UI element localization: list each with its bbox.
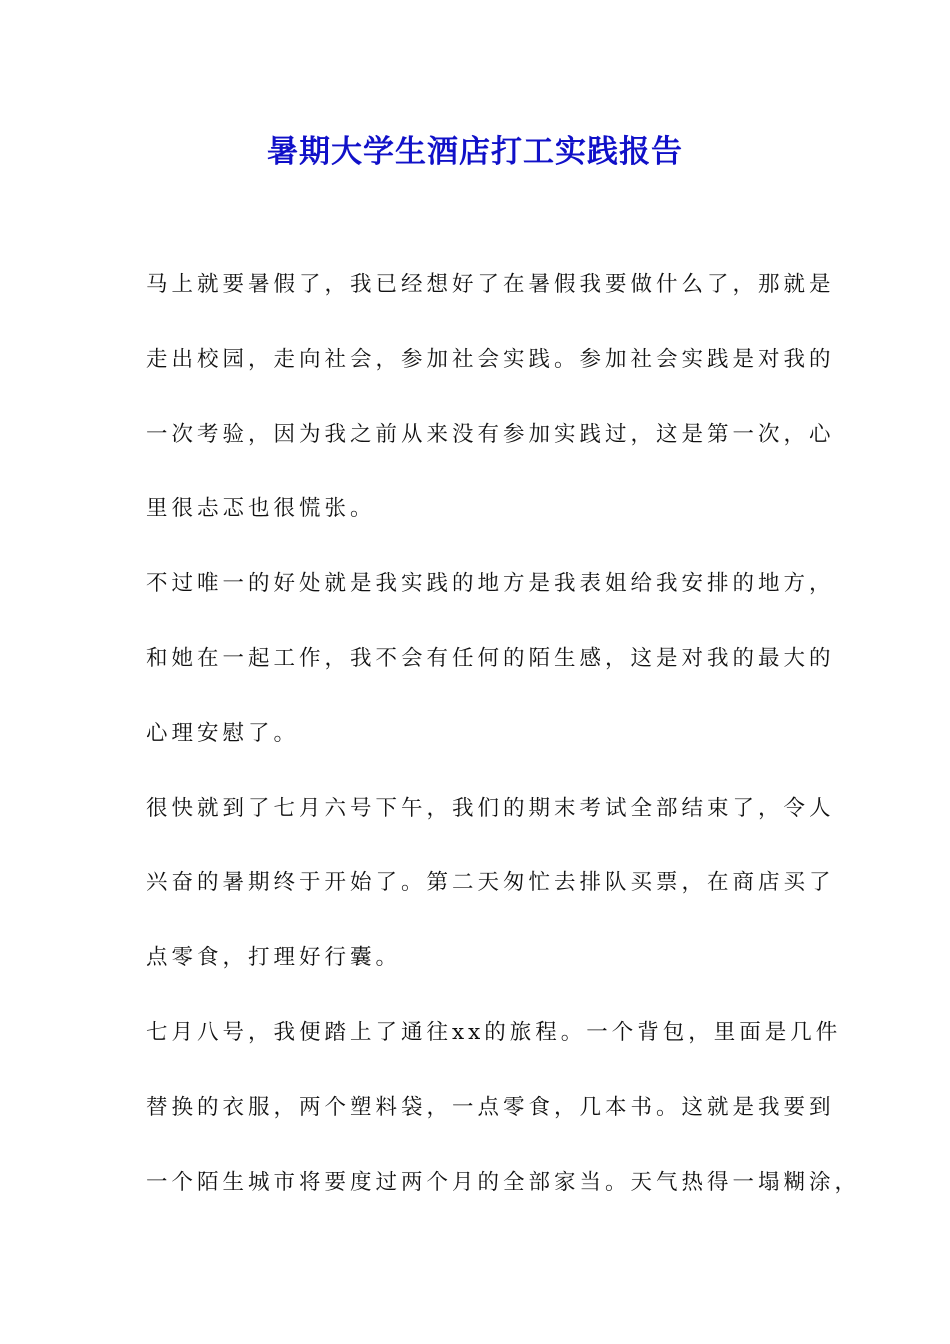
text-line: 和她在一起工作，我不会有任何的陌生感，这是对我的最大的 (146, 645, 835, 671)
text-line: 一次考验，因为我之前从来没有参加实践过，这是第一次，心 (146, 421, 835, 447)
document-title: 暑期大学生酒店打工实践报告 (267, 134, 683, 170)
text-line: 很快就到了七月六号下午，我们的期末考试全部结束了，令人 (146, 795, 835, 821)
text-line: 马上就要暑假了，我已经想好了在暑假我要做什么了，那就是 (146, 272, 835, 297)
text-line: 一个陌生城市将要度过两个月的全部家当。天气热得一塌糊涂， (146, 1169, 861, 1195)
text-line: 心理安慰了。 (146, 720, 300, 746)
text-line: 点零食，打理好行囊。 (146, 945, 402, 971)
text-line: 走出校园，走向社会，参加社会实践。参加社会实践是对我的 (146, 346, 835, 372)
text-line: 兴奋的暑期终于开始了。第二天匆忙去排队买票，在商店买了 (146, 870, 835, 896)
text-line: 七月八号，我便踏上了通往xx的旅程。一个背包，里面是几件 (146, 1019, 842, 1045)
text-line: 不过唯一的好处就是我实践的地方是我表姐给我安排的地方， (146, 571, 835, 597)
text-line: 替换的衣服，两个塑料袋，一点零食，几本书。这就是我要到 (146, 1094, 835, 1120)
document-body (146, 262, 861, 1234)
text-line: 里很忐忑也很慌张。 (146, 496, 376, 522)
